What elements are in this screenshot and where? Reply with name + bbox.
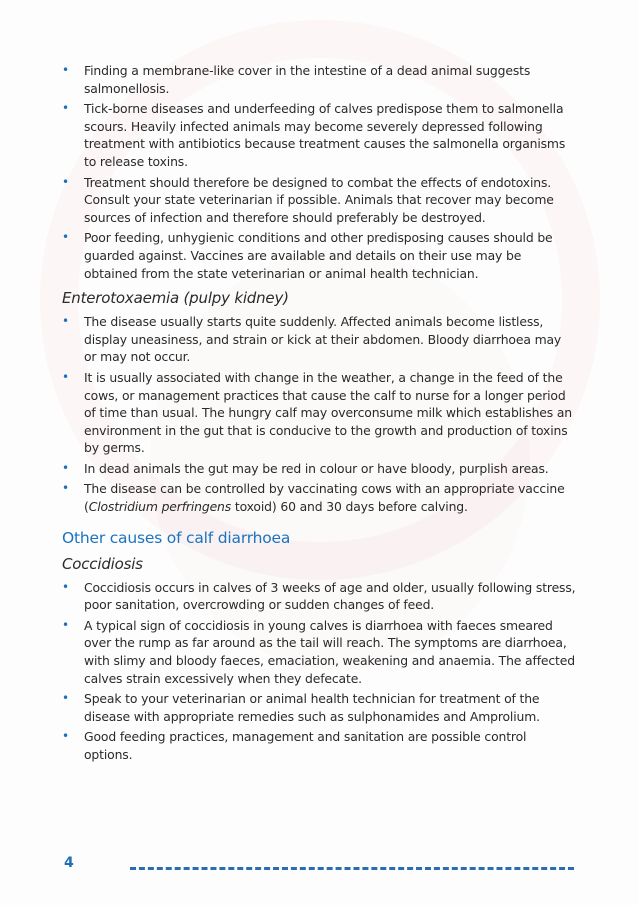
page-content bbox=[62, 62, 576, 767]
list-item: • It is usually associated with change in the weather, a change in the feed of the cows, or management practices that cause the calf to nurse for a longer period of time than usual. The hungry calf may overconsume milk which establishes an environment in the gut that is conducive to the growth and production of toxins by germs. bbox=[62, 369, 572, 456]
list-item: • The disease usually starts quite suddenly. Affected animals become listless, display uneasiness, and strain or kick at their abdomen. Bloody diarrhoea may or may not occur. bbox=[62, 314, 562, 365]
list-item: • Coccidiosis occurs in calves of 3 weeks of age and older, usually following stress, poor sanitation, overcrowding or sudden changes of feed. bbox=[62, 579, 576, 613]
coccidiosis-list bbox=[62, 579, 576, 764]
species-name: Clostridium perfringens bbox=[88, 499, 232, 515]
bullet-icon: • bbox=[62, 230, 69, 245]
salmonella-list bbox=[62, 62, 576, 282]
footer-dashed-rule bbox=[130, 867, 574, 870]
bullet-icon: • bbox=[62, 617, 69, 632]
coccidiosis-heading: Coccidiosis bbox=[62, 554, 143, 573]
bullet-icon: • bbox=[62, 729, 69, 744]
list-item: • Speak to your veterinarian or animal health technician for treatment of the disease with appropriate remedies such as sulphonamides and Amprolium. bbox=[62, 691, 540, 724]
list-item: • Poor feeding, unhygienic conditions and other predisposing causes should be guarded against. Vaccines are available and details on their use may be obtained from the state veterinarian or animal health technician. bbox=[62, 230, 553, 281]
bullet-icon: • bbox=[62, 481, 69, 496]
enterotoxaemia-heading: Enterotoxaemia (pulpy kidney) bbox=[62, 289, 289, 308]
list-item: • Treatment should therefore be designed to combat the effects of endotoxins. Consult your state veterinarian if possible. Animals that recover may become sources of infection and therefore should preferably be destroyed. bbox=[62, 174, 554, 225]
bullet-icon: • bbox=[62, 63, 69, 77]
list-item: • A typical sign of coccidiosis in young calves is diarrhoea with faeces smeared over the rump as far around as the tail will reach. The symptoms are diarrhoea, with slimy and bloody faeces, emaciation, weakening and anaemia. The affected calves strain excessively when they defecate. bbox=[62, 617, 575, 686]
list-item: • In dead animals the gut may be red in colour or have bloody, purplish areas. bbox=[62, 460, 549, 476]
bullet-icon: • bbox=[62, 101, 69, 116]
section-heading-other-causes: Other causes of calf diarrhoea bbox=[62, 528, 291, 547]
page-number: 4 bbox=[64, 855, 74, 871]
bullet-icon: • bbox=[62, 174, 69, 189]
list-item: • Tick-borne diseases and underfeeding of calves predispose them to salmonella scours. Heavily infected animals may become severely depressed following treatment with antibiotics because treatment causes the salmonella organisms to release toxins. bbox=[62, 101, 566, 169]
bullet-icon: • bbox=[62, 460, 69, 475]
bullet-icon: • bbox=[62, 579, 69, 594]
list-item: • Finding a membrane-like cover in the intestine of a dead animal suggests salmonellosis. bbox=[62, 63, 531, 96]
bullet-icon: • bbox=[62, 369, 69, 384]
bullet-icon: • bbox=[62, 691, 69, 706]
enterotoxaemia-list bbox=[62, 313, 576, 516]
list-item: • Good feeding practices, management and sanitation are possible control options. bbox=[62, 729, 527, 762]
list-item: • The disease can be controlled by vaccinating cows with an appropriate vaccine (Clostridium perfringens toxoid) 60 and 30 days before calving. bbox=[62, 481, 565, 515]
bullet-icon: • bbox=[62, 314, 69, 329]
